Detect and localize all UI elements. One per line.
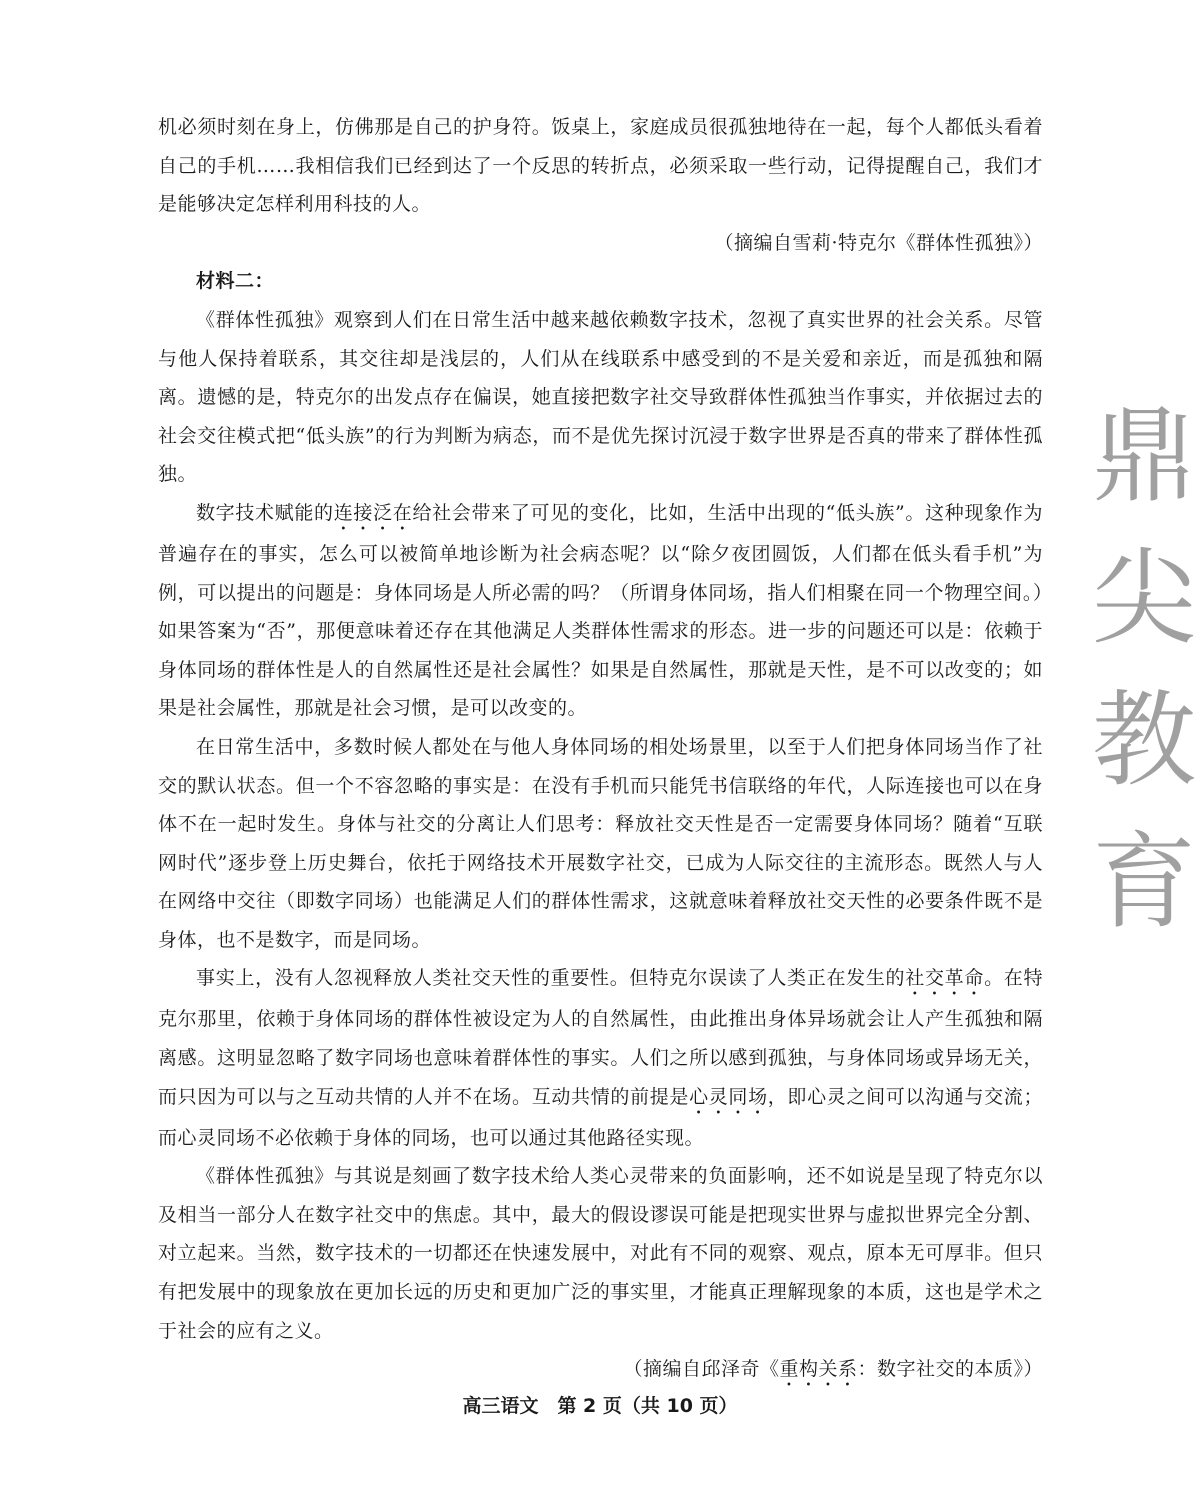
p4-emphasis-term-2: 心灵同场 [689,1085,768,1108]
watermark-char: 教 [1091,679,1196,801]
watermark-char: 育 [1091,821,1196,943]
watermark-char: 尖 [1091,537,1196,659]
watermark-char: 鼎 [1091,395,1196,517]
page-footer: 高三语文 第 2 页（共 10 页） [462,1395,738,1417]
material-one-source: （摘编自雪莉·特克尔《群体性孤独》） [714,231,1043,254]
watermark [1090,385,1198,953]
p4-emphasis-term-1: 社交革命 [905,967,985,990]
material-two-paragraph-1: 《群体性孤独》观察到人们在日常生活中越来越依赖数字技术，忽视了真实世界的社会关系。尽管与他人保持着联系，其交往却是浅层的，人们从在线联系中感受到的不是关爱和亲近，而是孤独和隔离。遗憾的是，特克尔的出发点存在偏误，她直接把数字社交导致群体性孤独当作事实，并依据过去的社会交往模式把“低头族”的行为判断为病态，而不是优先探讨沉浸于数字世界是否真的带来了群体性孤独。 [158,308,1043,486]
p2-emphasis-term: 连接泛在 [333,501,413,524]
p2-text-before: 数字技术赋能的 [196,501,334,524]
material-two-paragraph-5: 《群体性孤独》与其说是刻画了数字技术给人类心灵带来的负面影响，还不如说是呈现了特克尔以及相当一部分人在数字社交中的焦虑。其中，最大的假设谬误可能是把现实世界与虚拟世界完全分割、对立起来。当然，数字技术的一切都还在快速发展中，对此有不同的观察、观点，原本无可厚非。但只有把发展中的现象放在更加长远的历史和更加广泛的事实里，才能真正理解现象的本质，这也是学术之于社会的应有之义。 [158,1165,1043,1342]
material-one-tail-paragraph: 机必须时刻在身上，仿佛那是自己的护身符。饭桌上，家庭成员很孤独地待在一起，每个人都低头看着自己的手机……我相信我们已经到达了一个反思的转折点，必须采取一些行动，记得提醒自己，我们才是能够决定怎样利用科技的人。 [158,116,1043,216]
material-two-paragraph-4 [158,959,1043,1157]
p4-text-middle: 。在特克尔那里，依赖于身体同场的群体性被设定为人的自然属性，由此推出身体异场就会让人产生孤独和隔离感。这明显忽略了数字同场也意味着群体性的事实。人们之所以感到孤独，与身体同场或异场无关，而只因为可以与之互动共情的人并不在场。互动共情的前提是 [158,967,1043,1108]
p4-text-after: ，即心灵之间可以沟通与交流；而心灵同场不必依赖于身体的同场，也可以通过其他路径实现。 [158,1085,1043,1149]
material-two-source [158,1350,1043,1391]
p2-text-after: 给社会带来了可见的变化，比如，生活中出现的“低头族”。这种现象作为普遍存在的事实，怎么可以被简单地诊断为社会病态呢？以“除夕夜团圆饭，人们都在低头看手机”为例，可以提出的问题是：身体同场是人所必需的吗？（所谓身体同场，指人们相聚在同一个物理空间。）如果答案为“否”，那便意味着还存在其他满足人类群体性需求的形态。进一步的问题还可以是：依赖于身体同场的群体性是人的自然属性还是社会属性？如果是自然属性，那就是天性，是不可以改变的；如果是社会属性，那就是社会习惯，是可以改变的。 [158,501,1043,720]
page-content [158,108,1043,1391]
source-emphasis-term: 重构关系 [779,1358,858,1381]
p4-text-before: 事实上，没有人忽视释放人类社交天性的重要性。但特克尔误读了人类正在发生的 [196,967,906,990]
material-two-heading: 材料二： [196,270,275,293]
source-text-before: （摘编自邱泽奇《 [623,1358,780,1381]
material-two-paragraph-2 [158,494,1043,728]
source-text-after: ：数字社交的本质》） [857,1358,1043,1381]
material-two-paragraph-3: 在日常生活中，多数时候人都处在与他人身体同场的相处场景里，以至于人们把身体同场当作了社交的默认状态。但一个不容忽略的事实是：在没有手机而只能凭书信联络的年代，人际连接也可以在身体不在一起时发生。身体与社交的分离让人们思考：释放社交天性是否一定需要身体同场？随着“互联网时代”逐步登上历史舞台，依托于网络技术开展数字社交，已成为人际交往的主流形态。既然人与人在网络中交往（即数字同场）也能满足人们的群体性需求，这就意味着释放社交天性的必要条件既不是身体，也不是数字，而是同场。 [158,735,1043,951]
